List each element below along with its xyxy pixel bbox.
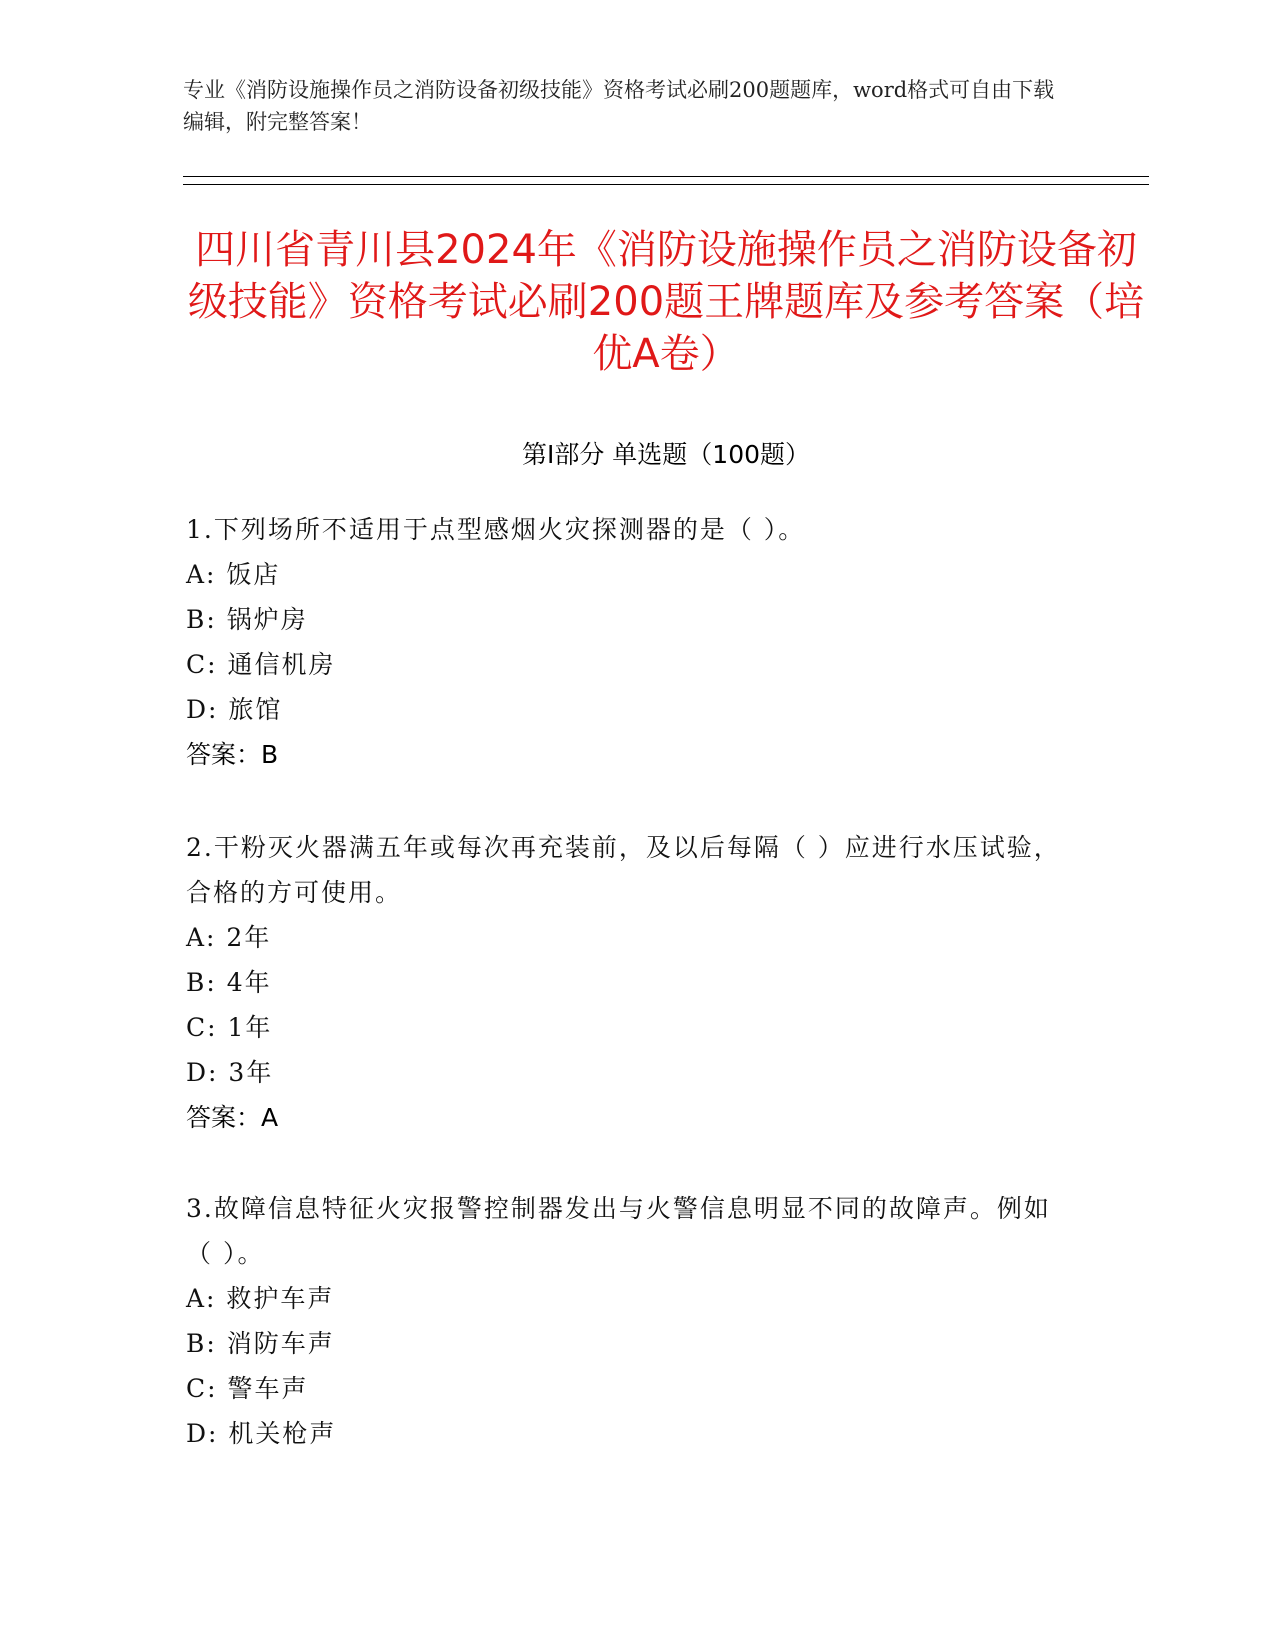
option-d: D: 旅馆: [186, 695, 283, 724]
header-divider-top: [183, 176, 1149, 177]
header-divider-bottom: [183, 184, 1149, 185]
answer: 答案：A: [186, 1103, 279, 1132]
option-a: A: 饭店: [186, 560, 281, 589]
answer: 答案：B: [186, 740, 279, 769]
question-stem: 1.下列场所不适用于点型感烟火灾探测器的是（ ）。: [186, 515, 806, 544]
option-b: B: 4年: [186, 968, 272, 997]
option-d: D: 机关枪声: [186, 1419, 337, 1448]
document-title: 四川省青川县2024年《消防设施操作员之消防设备初级技能》资格考试必刷200题王牌题库及参考答案（培优A卷）: [187, 227, 1145, 377]
question-stem: 2.干粉灭火器满五年或每次再充装前，及以后每隔（ ）应进行水压试验，合格的方可使用。: [186, 833, 1061, 907]
question-stem: 3.故障信息特征火灾报警控制器发出与火警信息明显不同的故障声。例如（ ）。: [186, 1194, 1051, 1268]
option-b: B: 消防车声: [186, 1329, 335, 1358]
question-2: [186, 825, 1066, 1140]
option-c: C: 通信机房: [186, 650, 336, 679]
option-c: C: 警车声: [186, 1374, 309, 1403]
option-c: C: 1年: [186, 1013, 273, 1042]
section-title: 第Ⅰ部分 单选题（100题）: [521, 440, 811, 469]
question-1: [186, 507, 1066, 777]
option-d: D: 3年: [186, 1058, 274, 1087]
question-3: [186, 1186, 1066, 1456]
option-a: A: 2年: [186, 923, 272, 952]
header-note: 专业《消防设施操作员之消防设备初级技能》资格考试必刷200题题库，word格式可自由下载编辑，附完整答案！: [183, 78, 1055, 134]
option-a: A: 救护车声: [186, 1284, 335, 1313]
option-b: B: 锅炉房: [186, 605, 308, 634]
